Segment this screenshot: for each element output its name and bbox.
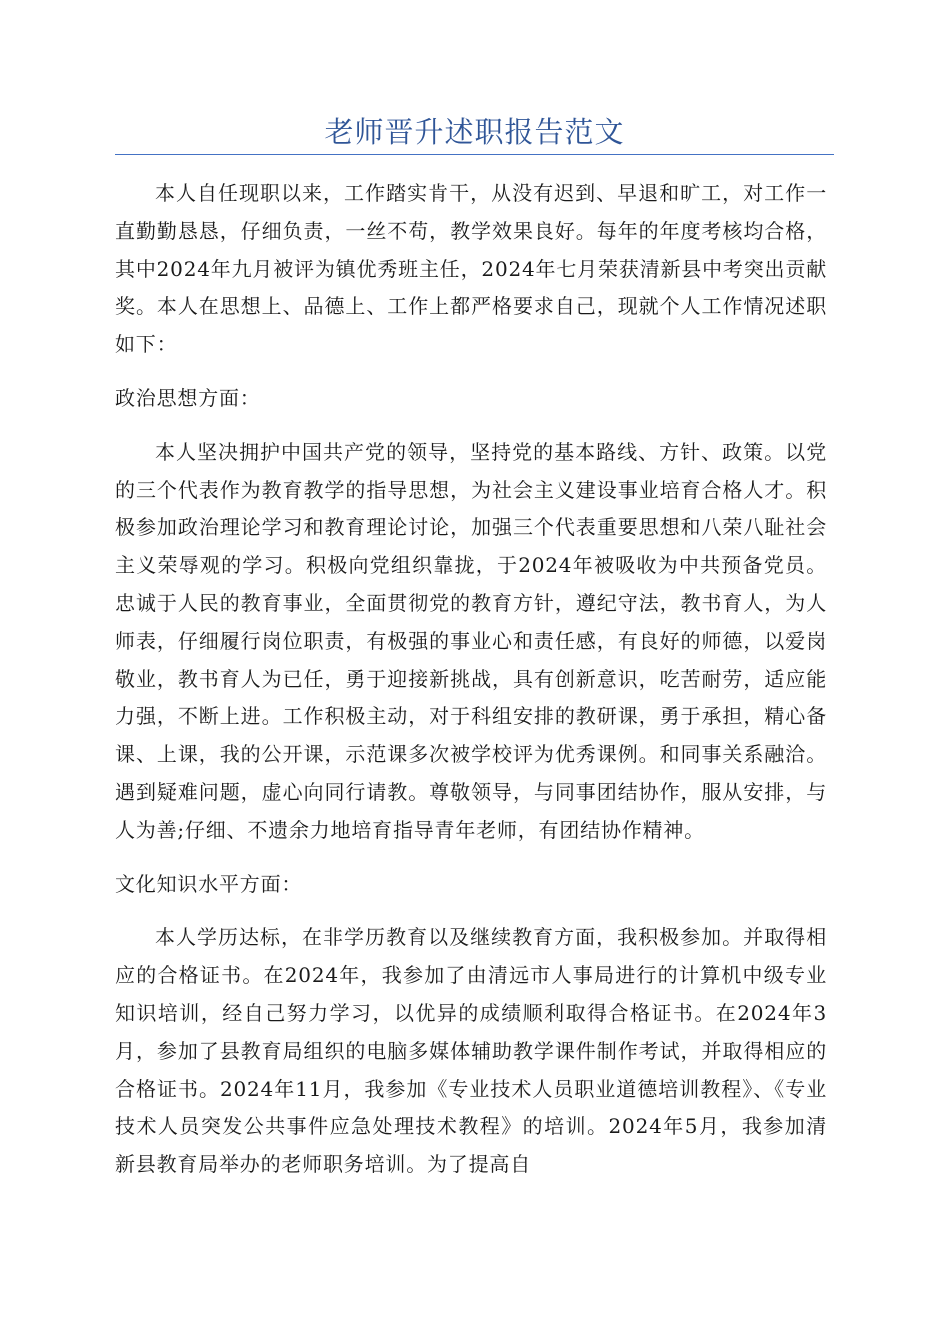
page-title: 老师晋升述职报告范文 [324, 115, 625, 149]
document-body [115, 175, 827, 1200]
section-heading-knowledge: 文化知识水平方面： [115, 871, 303, 896]
section-heading-political: 政治思想方面： [115, 385, 261, 410]
political-paragraph: 本人坚决拥护中国共产党的领导，坚持党的基本路线、方针、政策。以党的三个代表作为教育教学的指导思想，为社会主义建设事业培育合格人才。积极参加政治理论学习和教育理论讨论，加强三个代表重要思想和八荣八耻社会主义荣辱观的学习。积极向党组织靠拢，于2024年被吸收为中共预备党员。忠诚于人民的教育事业，全面贯彻党的教育方针，遵纪守法，教书育人，为人师表，仔细履行岗位职责，有极强的事业心和责任感，有良好的师德，以爱岗敬业，教书育人为已任，勇于迎接新挑战，具有创新意识，吃苦耐劳，适应能力强，不断上进。工作积极主动，对于科组安排的教研课，勇于承担，精心备课、上课，我的公开课，示范课多次被学校评为优秀课例。和同事关系融洽。遇到疑难问题，虚心向同行请教。尊敬领导，与同事团结协作，服从安排，与人为善;仔细、不遗余力地培育指导青年老师，有团结协作精神。 [115, 439, 827, 842]
knowledge-paragraph: 本人学历达标，在非学历教育以及继续教育方面，我积极参加。并取得相应的合格证书。在2024年，我参加了由清远市人事局进行的计算机中级专业知识培训，经自己努力学习，以优异的成绩顺利取得合格证书。在2024年3月，参加了县教育局组织的电脑多媒体辅助教学课件制作考试，并取得相应的合格证书。2024年11月，我参加《专业技术人员职业道德培训教程》、《专业技术人员突发公共事件应急处理技术教程》的培训。2024年5月，我参加清新县教育局举办的老师职务培训。为了提高自 [115, 925, 827, 1177]
title-underline [115, 154, 834, 155]
intro-paragraph: 本人自任现职以来，工作踏实肯干，从没有迟到、早退和旷工，对工作一直勤勤恳恳，仔细负责，一丝不苟，教学效果良好。每年的年度考核均合格，其中2024年九月被评为镇优秀班主任，2024年七月荣获清新县中考突出贡献奖。本人在思想上、品德上、工作上都严格要求自己，现就个人工作情况述职如下： [115, 181, 827, 357]
